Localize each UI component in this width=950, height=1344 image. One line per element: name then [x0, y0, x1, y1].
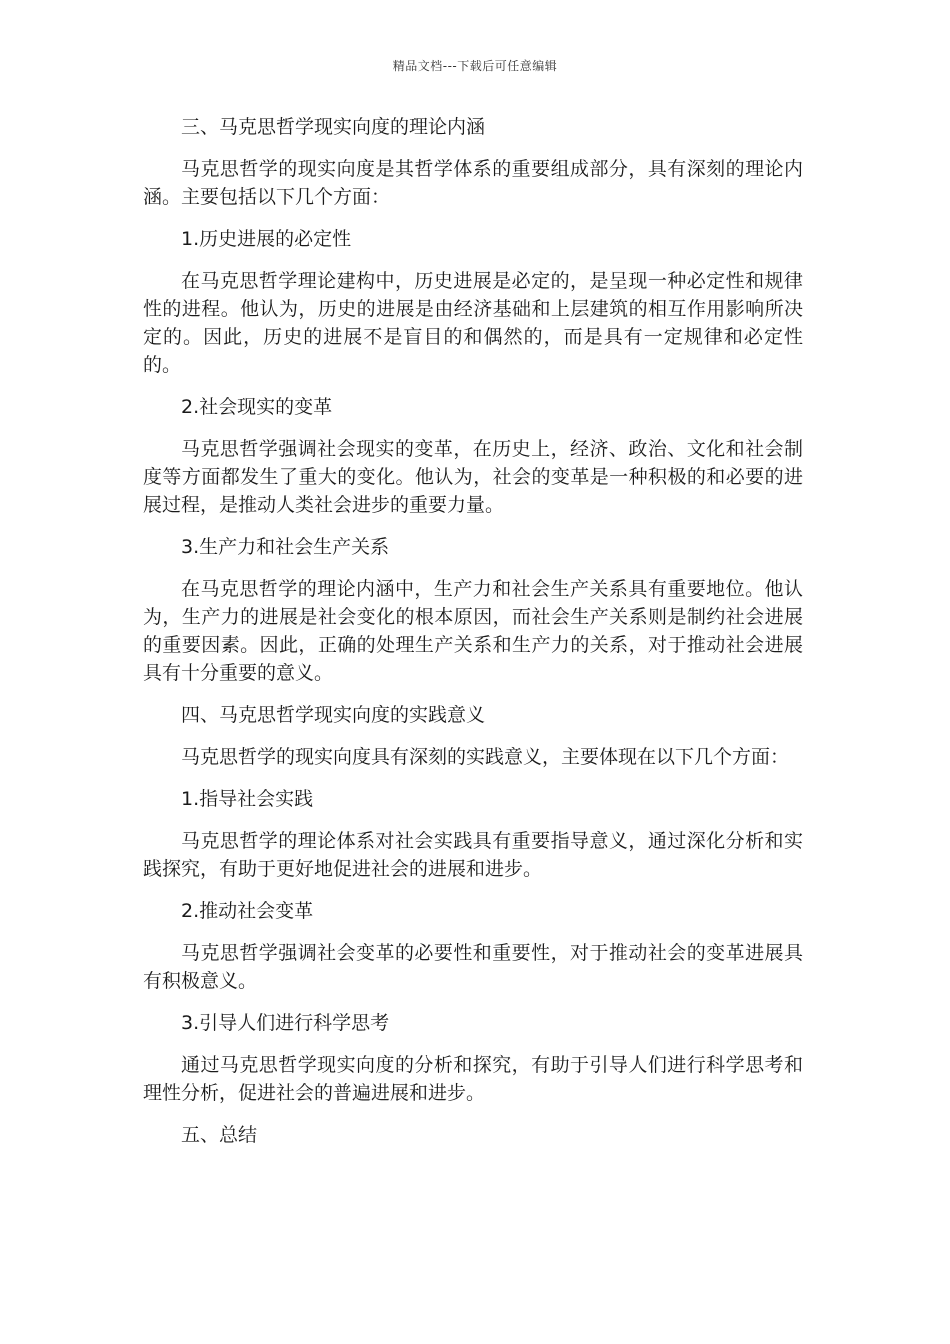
subheading: 3.引导人们进行科学思考 [181, 1012, 390, 1034]
body-paragraph: 马克思哲学的理论体系对社会实践具有重要指导意义，通过深化分析和实践探究，有助于更好地促进社会的进展和进步。 [143, 830, 803, 880]
body-paragraph: 马克思哲学的现实向度具有深刻的实践意义，主要体现在以下几个方面： [181, 746, 790, 768]
body-paragraph: 马克思哲学的现实向度是其哲学体系的重要组成部分，具有深刻的理论内涵。主要包括以下几个方面： [143, 158, 803, 208]
body-paragraph: 马克思哲学强调社会变革的必要性和重要性，对于推动社会的变革进展具有积极意义。 [143, 942, 803, 992]
page-header: 精品文档---下载后可任意编辑 [392, 59, 558, 73]
section-heading-5: 五、总结 [181, 1124, 258, 1146]
body-paragraph: 在马克思哲学的理论内涵中，生产力和社会生产关系具有重要地位。他认为，生产力的进展是社会变化的根本原因，而社会生产关系则是制约社会进展的重要因素。因此，正确的处理生产关系和生产力的关系，对于推动社会进展具有十分重要的意义。 [143, 578, 803, 684]
subheading: 2.社会现实的变革 [181, 396, 333, 418]
subheading: 1.指导社会实践 [181, 788, 314, 810]
section-heading-3: 三、马克思哲学现实向度的理论内涵 [181, 116, 486, 138]
subheading: 3.生产力和社会生产关系 [181, 536, 390, 558]
subheading: 1.历史进展的必定性 [181, 228, 352, 250]
body-paragraph: 通过马克思哲学现实向度的分析和探究，有助于引导人们进行科学思考和理性分析，促进社会的普遍进展和进步。 [143, 1054, 803, 1104]
body-paragraph: 马克思哲学强调社会现实的变革，在历史上，经济、政治、文化和社会制度等方面都发生了重大的变化。他认为，社会的变革是一种积极的和必要的进展过程，是推动人类社会进步的重要力量。 [143, 438, 803, 516]
body-paragraph: 在马克思哲学理论建构中，历史进展是必定的，是呈现一种必定性和规律性的进程。他认为，历史的进展是由经济基础和上层建筑的相互作用影响所决定的。因此，历史的进展不是盲目的和偶然的，而是具有一定规律和必定性的。 [143, 270, 803, 376]
section-heading-4: 四、马克思哲学现实向度的实践意义 [181, 704, 486, 726]
document-body [143, 113, 803, 1163]
subheading: 2.推动社会变革 [181, 900, 314, 922]
